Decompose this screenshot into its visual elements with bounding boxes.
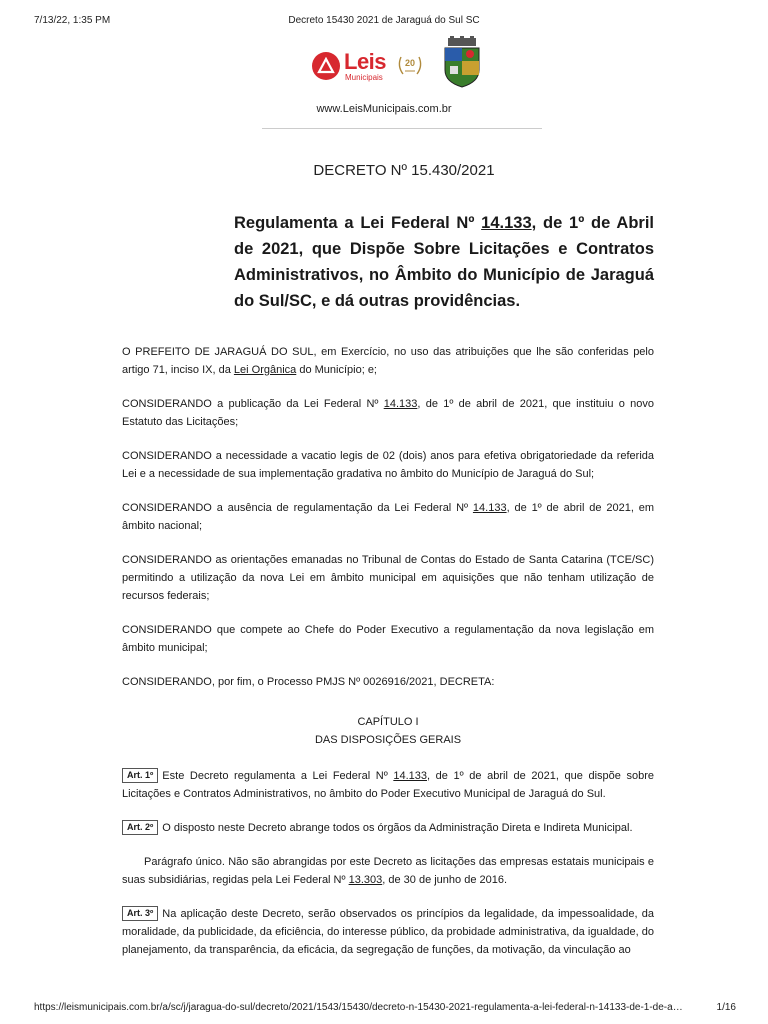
- logo-brand: Leis: [344, 49, 387, 74]
- chapter-number: CAPÍTULO I: [357, 716, 419, 728]
- considerando-text: , de 1º de abril de 2021, em âmbito nacional;: [122, 502, 654, 532]
- considerando-2: [122, 447, 654, 483]
- laurel-badge-icon: [396, 54, 424, 78]
- article-tag-button[interactable]: Art. 1º: [122, 768, 158, 783]
- paragrafo-unico: [122, 853, 654, 889]
- site-url[interactable]: www.LeisMunicipais.com.br: [316, 103, 452, 115]
- law-link[interactable]: 14.133: [393, 770, 427, 782]
- ementa-text: Regulamenta a Lei Federal Nº: [234, 214, 482, 232]
- lei-organica-link[interactable]: Lei Orgânica: [233, 364, 297, 376]
- paragraph-text: Parágrafo único. Não são abrangidas por este Decreto as licitações das empresas estatais municipais e suas subsidiárias, regidas pela Lei Federal Nº: [122, 856, 654, 886]
- article-text: , de 1º de abril de 2021, que dispõe sobre Licitações e Contratos Administrativos, no âmbito do Poder Executivo Municipal de Jaraguá do Sul.: [122, 770, 655, 800]
- print-header: [0, 0, 768, 24]
- divider: [262, 128, 542, 129]
- ementa: [234, 210, 654, 314]
- print-date: 7/13/22, 1:35 PM: [34, 15, 111, 26]
- article-1: [122, 767, 654, 803]
- considerando-6: [122, 673, 654, 691]
- article-text: O disposto neste Decreto abrange todos os órgãos da Administração Direta e Indireta Municipal.: [162, 822, 633, 834]
- preamble: [122, 343, 654, 379]
- ementa-text: , de 1º de Abril de 2021, que Dispõe Sobre Licitações e Contratos Administrativos, no Âmbito do Município de Jaraguá do Sul/SC, e dá outras providências.: [234, 214, 655, 310]
- chapter-title: DAS DISPOSIÇÕES GERAIS: [314, 734, 462, 746]
- article-tag-button[interactable]: Art. 2º: [122, 820, 158, 835]
- considerando-text: CONSIDERANDO, por fim, o Processo PMJS Nº 0026916/2021, DECRETA:: [122, 676, 495, 688]
- considerando-1: [122, 395, 654, 431]
- considerando-text: CONSIDERANDO as orientações emanadas no Tribunal de Contas do Estado de Santa Catarina (TCE/SC) permitindo a utilização da nova Lei em âmbito municipal em aquisições que não tenham utilização de recursos federais;: [122, 554, 654, 602]
- logo-sub: Municipais: [345, 73, 383, 82]
- article-text: Este Decreto regulamenta a Lei Federal Nº: [162, 770, 394, 782]
- considerando-text: CONSIDERANDO a ausência de regulamentação da Lei Federal Nº: [122, 502, 473, 514]
- preamble-text: O PREFEITO DE JARAGUÁ DO SUL, em Exercício, no uso das atribuições que lhe são conferidas pelo artigo 71, inciso IX, da: [122, 346, 654, 376]
- page-number: 1/16: [716, 1002, 736, 1013]
- considerando-text: CONSIDERANDO a necessidade a vacatio legis de 02 (dois) anos para efetiva obrigatoriedade da referida Lei e a necessidade de sua implementação gradativa no âmbito do Município de Jaraguá do Sul;: [122, 450, 654, 480]
- law-link[interactable]: 14.133: [383, 398, 418, 410]
- article-3: [122, 905, 654, 959]
- logo-bar: [0, 36, 768, 88]
- paragraph-text: , de 30 de junho de 2016.: [382, 874, 508, 886]
- municipal-crest-icon: [442, 36, 482, 88]
- print-title: Decreto 15430 2021 de Jaraguá do Sul SC: [288, 15, 480, 26]
- leis-municipais-logo[interactable]: [312, 50, 432, 86]
- considerando-3: [122, 499, 654, 535]
- anniversary-number: 20: [404, 58, 415, 68]
- considerando-text: , de 1º de abril de 2021, que instituiu o novo Estatuto das Licitações;: [122, 398, 654, 428]
- considerando-text: CONSIDERANDO que compete ao Chefe do Poder Executivo a regulamentação da nova legislação em âmbito municipal;: [122, 624, 654, 654]
- article-2: [122, 819, 654, 837]
- considerando-5: [122, 621, 654, 657]
- law-link[interactable]: 13.303: [348, 874, 383, 886]
- print-footer: [0, 998, 768, 1024]
- triangle-logo-icon: [312, 52, 340, 80]
- decree-title: DECRETO Nº 15.430/2021: [313, 162, 495, 179]
- considerando-text: CONSIDERANDO a publicação da Lei Federal Nº: [122, 398, 384, 410]
- considerando-4: [122, 551, 654, 605]
- article-text: Na aplicação deste Decreto, serão observados os princípios da legalidade, da impessoalidade, da moralidade, da publicidade, da eficiência, do interesse público, da probidade administrativa, da igualdade, do planejamento, da transparência, da eficácia, da segregação de funções, da motivação, da vinculação ao: [122, 908, 654, 956]
- preamble-text: do Município; e;: [296, 364, 377, 376]
- law-link[interactable]: 14.133: [472, 502, 507, 514]
- article-tag-button[interactable]: Art. 3º: [122, 906, 158, 921]
- law-link[interactable]: 14.133: [481, 214, 532, 232]
- print-url: https://leismunicipais.com.br/a/sc/j/jaragua-do-sul/decreto/2021/1543/15430/decreto-n-15430-2021-regulamenta-a-lei-federal-n-14133-de-1-de-a…: [34, 1002, 683, 1013]
- decree-body: [122, 343, 654, 975]
